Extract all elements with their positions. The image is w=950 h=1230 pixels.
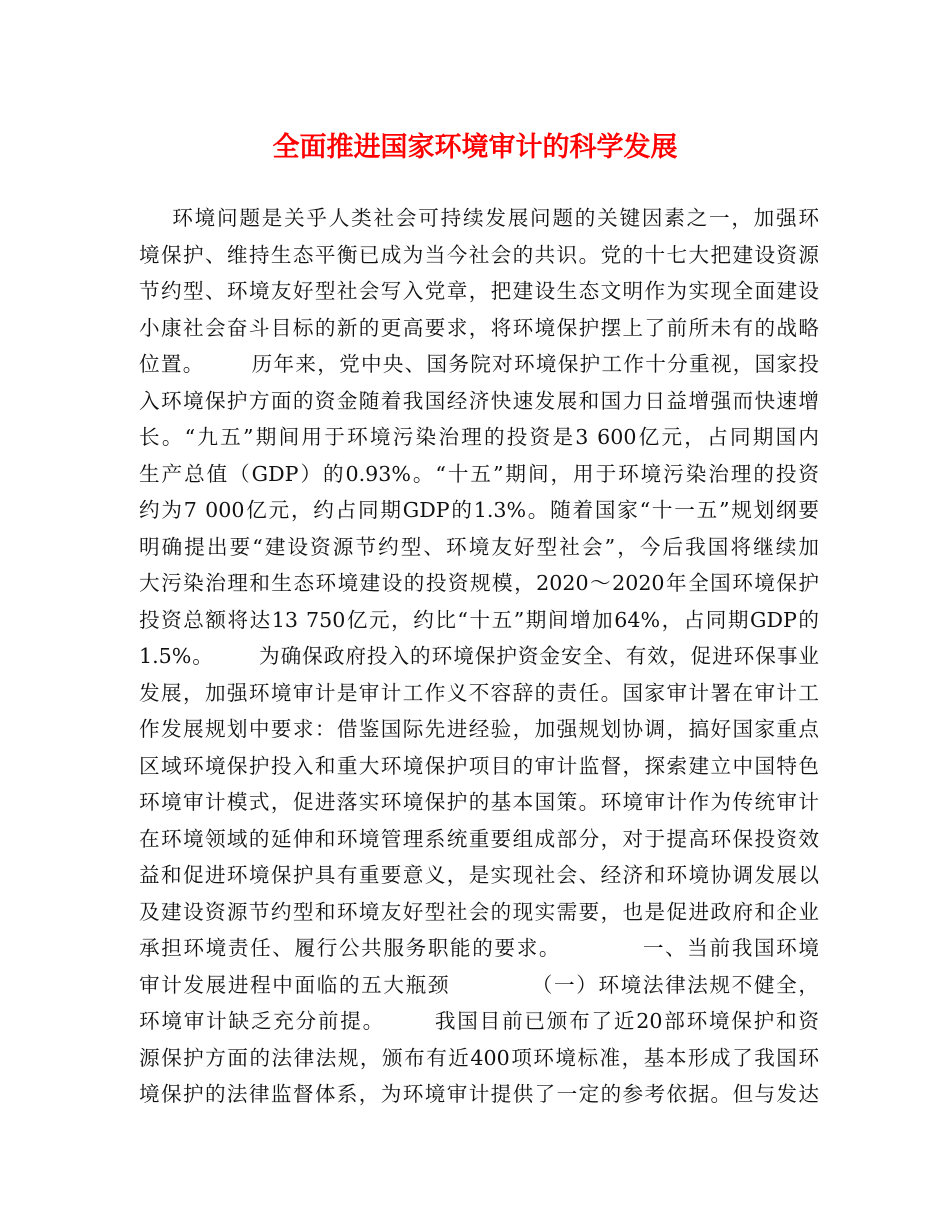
body-line: 审计发展进程中面临的五大瓶颈 （一）环境法律法规不健全， [139,972,819,997]
body-line: 入环境保护方面的资金随着我国经济快速发展和国力日益增强而快速增 [139,388,819,413]
body-line: 投资总额将达13 750亿元，约比“十五”期间增加64%，占同期GDP的 [139,607,819,632]
body-line: 境保护的法律监督体系，为环境审计提供了一定的参考依据。但与发达 [139,1082,819,1106]
body-line: 环境问题是关乎人类社会可持续发展问题的关键因素之一，加强环 [139,206,819,230]
body-line: 大污染治理和生态环境建设的投资规模，2020～2020年全国环境保护 [139,571,819,595]
body-line: 境保护、维持生态平衡已成为当今社会的共识。党的十七大把建设资源 [139,242,819,267]
body-line: 明确提出要“建设资源节约型、环境友好型社会”，今后我国将继续加 [139,534,819,559]
document-title: 全面推进国家环境审计的科学发展 [272,132,678,163]
body-line: 承担环境责任、履行公共服务职能的要求。 一、当前我国环境 [139,936,819,960]
body-line: 环境审计模式，促进落实环境保护的基本国策。环境审计作为传统审计 [139,790,819,814]
body-line: 小康社会奋斗目标的新的更高要求，将环境保护摆上了前所未有的战略 [139,315,819,340]
body-line: 约为7 000亿元，约占同期GDP的1.3%。随着国家“十一五”规划纲要 [139,498,819,522]
body-line: 生产总值（GDP）的0.93%。“十五”期间，用于环境污染治理的投资 [139,461,819,486]
body-line: 发展，加强环境审计是审计工作义不容辞的责任。国家审计署在审计工 [139,680,819,705]
body-line: 位置。 历年来，党中央、国务院对环境保护工作十分重视，国家投 [139,352,819,376]
body-line: 作发展规划中要求：借鉴国际先进经验，加强规划协调，搞好国家重点 [139,717,819,741]
document-body [139,200,819,1113]
body-line: 益和促进环境保护具有重要意义，是实现社会、经济和环境协调发展以 [139,863,819,887]
body-line: 区域环境保护投入和重大环境保护项目的审计监督，探索建立中国特色 [139,753,819,778]
body-line: 长。“九五”期间用于环境污染治理的投资是3 600亿元，占同期国内 [139,425,819,449]
body-line: 及建设资源节约型和环境友好型社会的现实需要，也是促进政府和企业 [139,899,819,924]
body-line: 1.5%。 为确保政府投入的环境保护资金安全、有效，促进环保事业 [139,644,819,668]
body-line: 节约型、环境友好型社会写入党章，把建设生态文明作为实现全面建设 [139,279,819,303]
body-line: 源保护方面的法律法规，颁布有近400项环境标准，基本形成了我国环 [139,1045,819,1070]
body-line: 环境审计缺乏充分前提。 我国目前已颁布了近20部环境保护和资 [139,1009,819,1033]
body-line: 在环境领域的延伸和环境管理系统重要组成部分，对于提高环保投资效 [139,826,819,851]
